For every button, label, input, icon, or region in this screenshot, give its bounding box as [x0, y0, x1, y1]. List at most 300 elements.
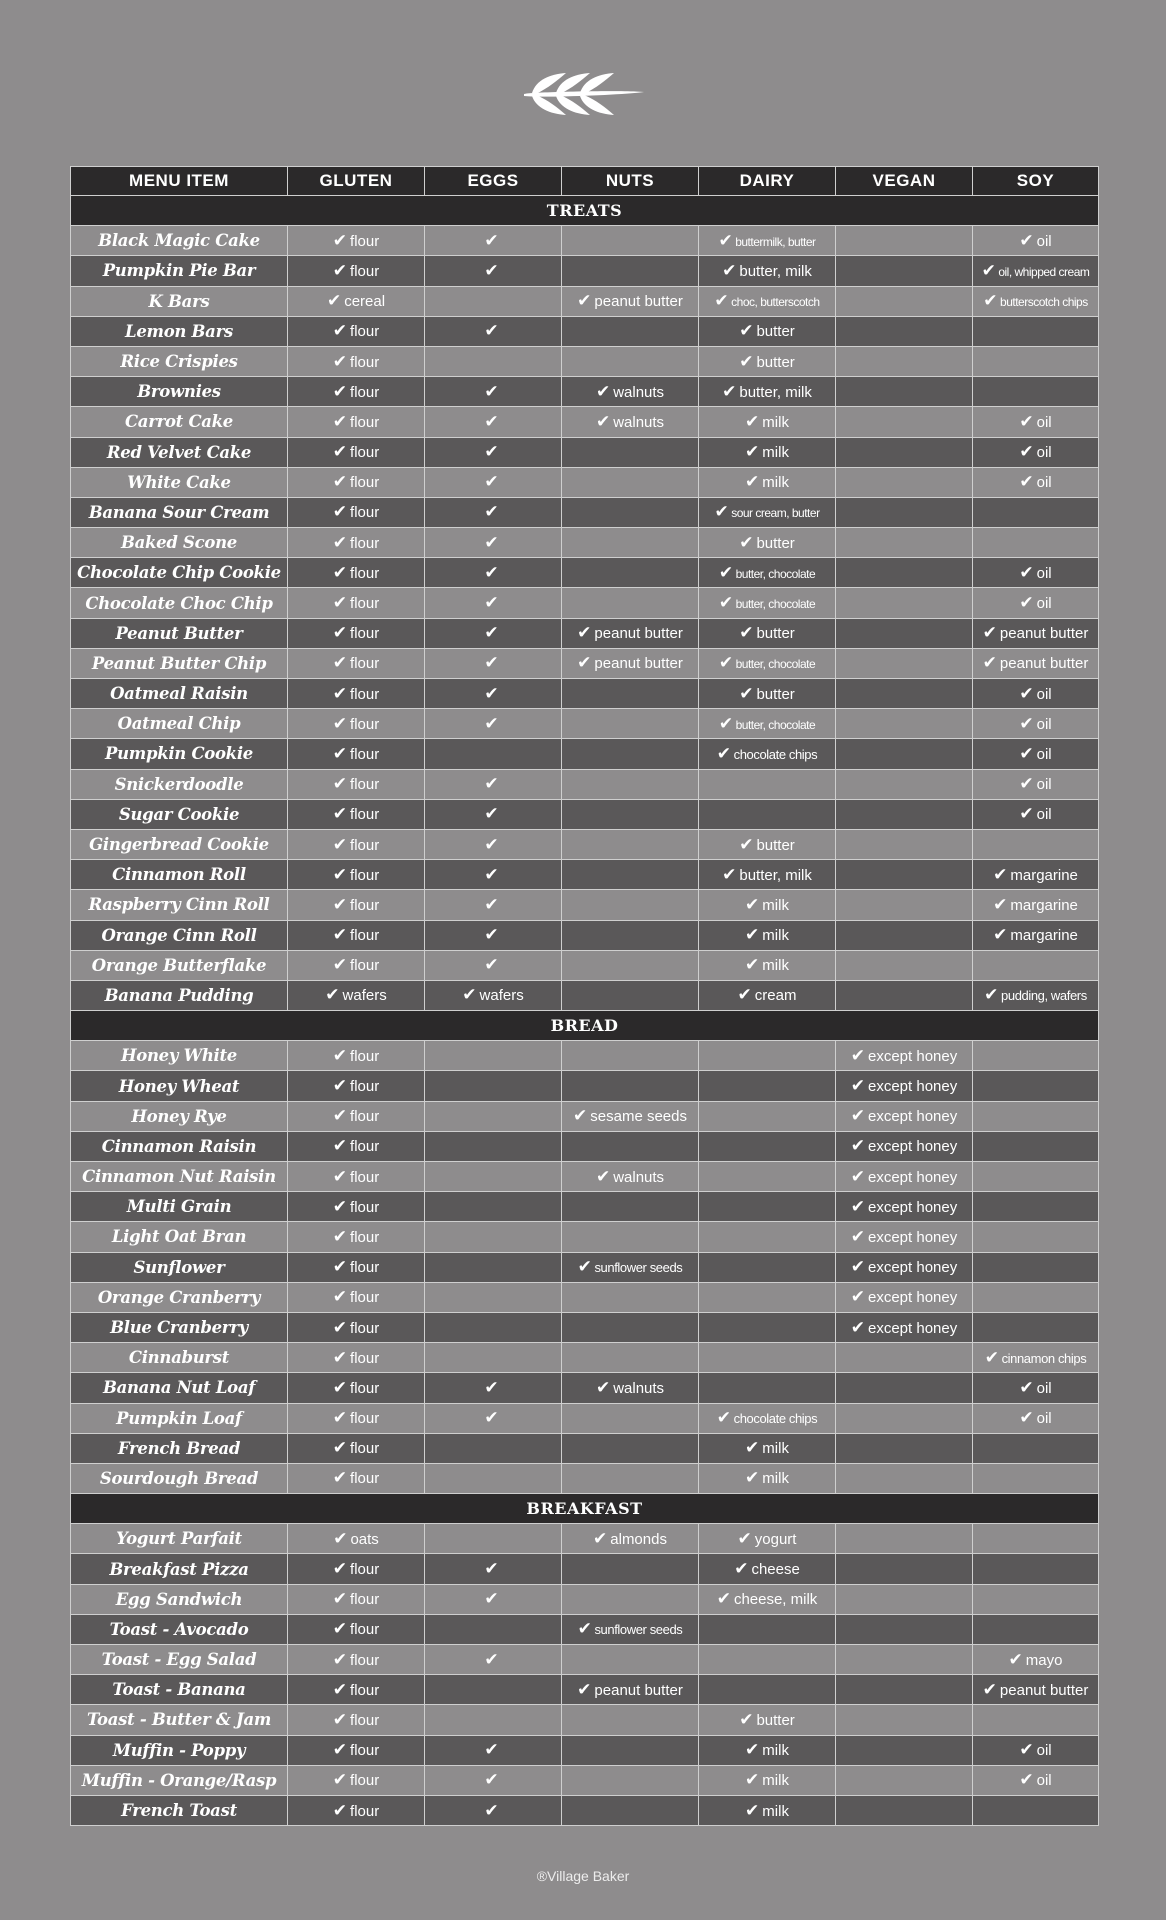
- cell-text: except honey: [868, 1259, 958, 1277]
- cell-eggs: [425, 256, 562, 286]
- checkmark-icon: ✔: [850, 1166, 865, 1186]
- cell-text: cheese, milk: [733, 1591, 818, 1609]
- cell-dairy: [699, 799, 836, 829]
- checkmark-icon: ✔: [484, 472, 499, 492]
- cell-gluten: [288, 1252, 425, 1282]
- cell-soy: [973, 1614, 1099, 1644]
- cell-eggs: [425, 437, 562, 467]
- cell-text: margarine: [1010, 866, 1078, 884]
- table-row: [71, 709, 1099, 739]
- checkmark-icon: ✔: [718, 593, 733, 613]
- cell-nuts: [562, 1312, 699, 1342]
- cell-eggs: [425, 1735, 562, 1765]
- checkmark-icon: ✔: [332, 1468, 348, 1488]
- cell-text: sunflower seeds: [594, 1622, 683, 1638]
- menu-item-name: Banana Sour Cream: [71, 497, 288, 527]
- checkmark-icon: ✔: [1019, 774, 1034, 794]
- checkmark-icon: ✔: [332, 683, 348, 703]
- checkmark-icon: ✔: [484, 1559, 499, 1579]
- checkmark-icon: ✔: [745, 925, 760, 945]
- cell-text: except honey: [868, 1138, 958, 1156]
- checkmark-icon: ✔: [332, 1589, 348, 1609]
- cell-vegan: [836, 709, 973, 739]
- cell-gluten: [288, 980, 425, 1010]
- menu-item-name: Multi Grain: [71, 1192, 288, 1222]
- checkmark-icon: ✔: [1019, 804, 1034, 824]
- table-row: [71, 437, 1099, 467]
- cell-eggs: [425, 1373, 562, 1403]
- table-row: [71, 528, 1099, 558]
- cell-gluten: [288, 1765, 425, 1795]
- checkmark-icon: ✔: [332, 1136, 348, 1156]
- menu-item-name: Toast - Banana: [71, 1675, 288, 1705]
- cell-vegan: [836, 467, 973, 497]
- cell-nuts: [562, 346, 699, 376]
- cell-text: flour: [350, 232, 380, 250]
- menu-item-name: Honey Wheat: [71, 1071, 288, 1101]
- cell-text: flour: [350, 745, 380, 763]
- checkmark-icon: ✔: [484, 834, 499, 854]
- cell-gluten: [288, 1162, 425, 1192]
- checkmark-icon: ✔: [332, 230, 348, 250]
- cell-text: flour: [350, 1470, 380, 1488]
- cell-vegan: [836, 648, 973, 678]
- menu-item-name: Pumpkin Pie Bar: [71, 256, 288, 286]
- cell-dairy: [699, 467, 836, 497]
- cell-nuts: [562, 1705, 699, 1735]
- cell-dairy: [699, 980, 836, 1010]
- cell-soy: [973, 648, 1099, 678]
- cell-text: oil: [1036, 444, 1052, 462]
- cell-text: flour: [350, 866, 380, 884]
- checkmark-icon: ✔: [850, 1257, 865, 1277]
- menu-item-name: Black Magic Cake: [71, 226, 288, 256]
- cell-vegan: [836, 769, 973, 799]
- cell-gluten: [288, 1343, 425, 1373]
- checkmark-icon: ✔: [722, 381, 737, 401]
- cell-soy: [973, 437, 1099, 467]
- checkmark-icon: ✔: [484, 653, 499, 673]
- cell-text: oil: [1036, 776, 1052, 794]
- cell-text: flour: [350, 625, 380, 643]
- cell-dairy: [699, 377, 836, 407]
- cell-vegan: [836, 950, 973, 980]
- checkmark-icon: ✔: [716, 1589, 731, 1609]
- table-row: [71, 1433, 1099, 1463]
- cell-dairy: [699, 1343, 836, 1373]
- wheat-icon: [522, 70, 644, 116]
- checkmark-icon: ✔: [332, 502, 348, 522]
- cell-nuts: [562, 588, 699, 618]
- checkmark-icon: ✔: [993, 925, 1008, 945]
- checkmark-icon: ✔: [595, 1377, 611, 1397]
- menu-item-name: White Cake: [71, 467, 288, 497]
- cell-text: oil: [1036, 745, 1052, 763]
- table-row: [71, 1373, 1099, 1403]
- cell-dairy: [699, 1162, 836, 1192]
- cell-nuts: [562, 1765, 699, 1795]
- cell-text: milk: [762, 413, 789, 431]
- column-header-eggs: EGGS: [425, 167, 562, 196]
- cell-nuts: [562, 1524, 699, 1554]
- cell-dairy: [699, 558, 836, 588]
- menu-item-name: Breakfast Pizza: [71, 1554, 288, 1584]
- menu-item-name: Orange Cinn Roll: [71, 920, 288, 950]
- cell-vegan: [836, 1071, 973, 1101]
- cell-vegan: [836, 1373, 973, 1403]
- cell-text: walnuts: [613, 383, 665, 401]
- checkmark-icon: ✔: [577, 1257, 592, 1277]
- cell-nuts: [562, 1192, 699, 1222]
- checkmark-icon: ✔: [332, 713, 348, 733]
- cell-soy: [973, 709, 1099, 739]
- cell-gluten: [288, 860, 425, 890]
- checkmark-icon: ✔: [332, 321, 348, 341]
- cell-nuts: [562, 980, 699, 1010]
- cell-vegan: [836, 226, 973, 256]
- cell-dairy: [699, 1101, 836, 1131]
- cell-soy: [973, 1645, 1099, 1675]
- cell-text: except honey: [868, 1168, 958, 1186]
- cell-nuts: [562, 1403, 699, 1433]
- menu-item-name: Brownies: [71, 377, 288, 407]
- cell-gluten: [288, 1735, 425, 1765]
- cell-vegan: [836, 1554, 973, 1584]
- checkmark-icon: ✔: [737, 1528, 752, 1548]
- cell-eggs: [425, 407, 562, 437]
- cell-text: cereal: [344, 293, 386, 311]
- table-row: [71, 618, 1099, 648]
- cell-eggs: [425, 618, 562, 648]
- cell-nuts: [562, 1101, 699, 1131]
- checkmark-icon: ✔: [332, 1347, 348, 1367]
- cell-dairy: [699, 256, 836, 286]
- cell-nuts: [562, 1433, 699, 1463]
- cell-vegan: [836, 437, 973, 467]
- table-row: [71, 1192, 1099, 1222]
- cell-text: margarine: [1010, 927, 1078, 945]
- checkmark-icon: ✔: [332, 804, 348, 824]
- cell-dairy: [699, 226, 836, 256]
- cell-eggs: [425, 1312, 562, 1342]
- menu-item-name: Raspberry Cinn Roll: [71, 890, 288, 920]
- cell-vegan: [836, 920, 973, 950]
- checkmark-icon: ✔: [745, 1468, 760, 1488]
- cell-nuts: [562, 1343, 699, 1373]
- table-row: [71, 316, 1099, 346]
- checkmark-icon: ✔: [332, 1438, 348, 1458]
- menu-item-name: Honey Rye: [71, 1101, 288, 1131]
- checkmark-icon: ✔: [1019, 1740, 1034, 1760]
- checkmark-icon: ✔: [484, 442, 499, 462]
- checkmark-icon: ✔: [982, 1679, 997, 1699]
- checkmark-icon: ✔: [332, 562, 348, 582]
- cell-nuts: [562, 769, 699, 799]
- checkmark-icon: ✔: [1019, 683, 1034, 703]
- menu-item-name: Cinnamon Raisin: [71, 1131, 288, 1161]
- cell-nuts: [562, 1131, 699, 1161]
- cell-text: flour: [350, 323, 380, 341]
- checkmark-icon: ✔: [718, 713, 733, 733]
- checkmark-icon: ✔: [484, 1800, 499, 1820]
- cell-nuts: [562, 1162, 699, 1192]
- cell-dairy: [699, 829, 836, 859]
- checkmark-icon: ✔: [332, 1076, 348, 1096]
- cell-soy: [973, 1795, 1099, 1825]
- cell-nuts: [562, 467, 699, 497]
- cell-eggs: [425, 497, 562, 527]
- cell-nuts: [562, 1584, 699, 1614]
- checkmark-icon: ✔: [484, 502, 499, 522]
- cell-text: butter, milk: [739, 866, 812, 884]
- menu-item-name: Toast - Egg Salad: [71, 1645, 288, 1675]
- cell-text: walnuts: [613, 1379, 665, 1397]
- cell-dairy: [699, 1403, 836, 1433]
- cell-dairy: [699, 528, 836, 558]
- table-row: [71, 950, 1099, 980]
- cell-text: butter, milk: [739, 383, 812, 401]
- cell-eggs: [425, 739, 562, 769]
- checkmark-icon: ✔: [1019, 230, 1034, 250]
- cell-text: flour: [350, 504, 380, 522]
- cell-vegan: [836, 1614, 973, 1644]
- checkmark-icon: ✔: [332, 1679, 348, 1699]
- cell-text: butter: [756, 625, 795, 643]
- cell-dairy: [699, 709, 836, 739]
- cell-soy: [973, 890, 1099, 920]
- section-header-bread: [71, 1011, 1099, 1041]
- checkmark-icon: ✔: [332, 1408, 348, 1428]
- cell-text: flour: [350, 383, 380, 401]
- cell-soy: [973, 558, 1099, 588]
- cell-gluten: [288, 1705, 425, 1735]
- cell-dairy: [699, 1554, 836, 1584]
- checkmark-icon: ✔: [332, 1106, 348, 1126]
- cell-soy: [973, 497, 1099, 527]
- cell-text: sour cream, butter: [731, 506, 820, 521]
- cell-text: butter: [756, 685, 795, 703]
- checkmark-icon: ✔: [982, 623, 997, 643]
- table-row: [71, 407, 1099, 437]
- checkmark-icon: ✔: [332, 472, 348, 492]
- checkmark-icon: ✔: [577, 1679, 592, 1699]
- cell-nuts: [562, 1373, 699, 1403]
- table-row: [71, 890, 1099, 920]
- cell-gluten: [288, 679, 425, 709]
- cell-eggs: [425, 1765, 562, 1795]
- cell-eggs: [425, 1071, 562, 1101]
- checkmark-icon: ✔: [332, 1287, 348, 1307]
- cell-text: flour: [350, 685, 380, 703]
- cell-eggs: [425, 558, 562, 588]
- cell-gluten: [288, 1282, 425, 1312]
- cell-text: peanut butter: [594, 655, 683, 673]
- cell-gluten: [288, 497, 425, 527]
- cell-nuts: [562, 437, 699, 467]
- table-row: [71, 588, 1099, 618]
- cell-nuts: [562, 739, 699, 769]
- checkmark-icon: ✔: [1019, 411, 1034, 431]
- cell-text: oil: [1036, 1742, 1052, 1760]
- cell-vegan: [836, 1705, 973, 1735]
- cell-eggs: [425, 1584, 562, 1614]
- cell-dairy: [699, 588, 836, 618]
- cell-text: sesame seeds: [590, 1108, 687, 1126]
- menu-item-name: Blue Cranberry: [71, 1312, 288, 1342]
- menu-item-name: Orange Butterflake: [71, 950, 288, 980]
- checkmark-icon: ✔: [332, 1740, 348, 1760]
- cell-soy: [973, 256, 1099, 286]
- cell-text: flour: [350, 1319, 380, 1337]
- cell-vegan: [836, 1524, 973, 1554]
- cell-eggs: [425, 1403, 562, 1433]
- cell-gluten: [288, 226, 425, 256]
- checkmark-icon: ✔: [722, 864, 737, 884]
- cell-dairy: [699, 286, 836, 316]
- menu-item-name: K Bars: [71, 286, 288, 316]
- table-row: [71, 1524, 1099, 1554]
- cell-text: flour: [350, 262, 380, 280]
- checkmark-icon: ✔: [484, 593, 499, 613]
- cell-eggs: [425, 648, 562, 678]
- cell-text: butter: [756, 353, 795, 371]
- cell-text: wafers: [479, 987, 524, 1005]
- column-header-gluten: GLUTEN: [288, 167, 425, 196]
- checkmark-icon: ✔: [1019, 472, 1034, 492]
- checkmark-icon: ✔: [745, 955, 760, 975]
- cell-vegan: [836, 799, 973, 829]
- table-row: [71, 1765, 1099, 1795]
- table-row: [71, 377, 1099, 407]
- cell-soy: [973, 1071, 1099, 1101]
- cell-text: peanut butter: [594, 1681, 683, 1699]
- checkmark-icon: ✔: [332, 260, 348, 280]
- cell-text: flour: [350, 1379, 380, 1397]
- checkmark-icon: ✔: [718, 562, 733, 582]
- cell-dairy: [699, 1131, 836, 1161]
- cell-gluten: [288, 1373, 425, 1403]
- checkmark-icon: ✔: [332, 1649, 348, 1669]
- cell-nuts: [562, 558, 699, 588]
- menu-item-name: Chocolate Chip Cookie: [71, 558, 288, 588]
- checkmark-icon: ✔: [484, 683, 499, 703]
- cell-vegan: [836, 1162, 973, 1192]
- cell-eggs: [425, 1675, 562, 1705]
- cell-text: cheese: [751, 1561, 800, 1579]
- checkmark-icon: ✔: [745, 1740, 760, 1760]
- cell-gluten: [288, 1554, 425, 1584]
- checkmark-icon: ✔: [325, 985, 340, 1005]
- cell-text: butter: [756, 836, 795, 854]
- cell-dairy: [699, 1282, 836, 1312]
- menu-item-name: Cinnamon Roll: [71, 860, 288, 890]
- cell-vegan: [836, 497, 973, 527]
- cell-gluten: [288, 346, 425, 376]
- cell-soy: [973, 1162, 1099, 1192]
- checkmark-icon: ✔: [484, 894, 499, 914]
- cell-gluten: [288, 1192, 425, 1222]
- checkmark-icon: ✔: [1019, 713, 1034, 733]
- menu-item-name: Sunflower: [71, 1252, 288, 1282]
- cell-soy: [973, 860, 1099, 890]
- cell-text: oil: [1036, 806, 1052, 824]
- cell-text: butter, chocolate: [735, 597, 816, 612]
- cell-nuts: [562, 860, 699, 890]
- cell-text: sunflower seeds: [594, 1260, 683, 1276]
- cell-gluten: [288, 1463, 425, 1493]
- cell-text: butter, chocolate: [735, 657, 816, 672]
- table-row: [71, 1735, 1099, 1765]
- menu-item-name: Rice Crispies: [71, 346, 288, 376]
- table-row: [71, 558, 1099, 588]
- cell-text: except honey: [868, 1228, 958, 1246]
- cell-soy: [973, 920, 1099, 950]
- checkmark-icon: ✔: [332, 864, 348, 884]
- cell-text: flour: [350, 1772, 380, 1790]
- checkmark-icon: ✔: [332, 1317, 348, 1337]
- cell-dairy: [699, 1735, 836, 1765]
- table-row: [71, 739, 1099, 769]
- checkmark-icon: ✔: [332, 1377, 348, 1397]
- cell-text: wafers: [342, 987, 387, 1005]
- checkmark-icon: ✔: [850, 1045, 865, 1065]
- cell-text: oil: [1036, 564, 1052, 582]
- cell-vegan: [836, 679, 973, 709]
- cell-vegan: [836, 1584, 973, 1614]
- cell-gluten: [288, 920, 425, 950]
- cell-nuts: [562, 226, 699, 256]
- column-header-soy: SOY: [973, 167, 1099, 196]
- cell-text: flour: [350, 1591, 380, 1609]
- checkmark-icon: ✔: [484, 1589, 499, 1609]
- checkmark-icon: ✔: [1019, 593, 1034, 613]
- checkmark-icon: ✔: [332, 834, 348, 854]
- checkmark-icon: ✔: [714, 291, 729, 311]
- cell-text: almonds: [610, 1530, 667, 1548]
- checkmark-icon: ✔: [462, 985, 477, 1005]
- cell-dairy: [699, 1584, 836, 1614]
- checkmark-icon: ✔: [332, 623, 348, 643]
- cell-soy: [973, 1101, 1099, 1131]
- checkmark-icon: ✔: [484, 1770, 499, 1790]
- cell-soy: [973, 1584, 1099, 1614]
- checkmark-icon: ✔: [745, 1438, 760, 1458]
- checkmark-icon: ✔: [332, 1166, 348, 1186]
- checkmark-icon: ✔: [484, 260, 499, 280]
- cell-gluten: [288, 1071, 425, 1101]
- cell-dairy: [699, 1312, 836, 1342]
- cell-eggs: [425, 346, 562, 376]
- cell-nuts: [562, 1795, 699, 1825]
- checkmark-icon: ✔: [745, 1800, 760, 1820]
- cell-text: milk: [762, 896, 789, 914]
- checkmark-icon: ✔: [332, 381, 348, 401]
- checkmark-icon: ✔: [1019, 442, 1034, 462]
- checkmark-icon: ✔: [332, 894, 348, 914]
- cell-text: milk: [762, 1802, 789, 1820]
- menu-item-name: Carrot Cake: [71, 407, 288, 437]
- cell-dairy: [699, 407, 836, 437]
- checkmark-icon: ✔: [993, 894, 1008, 914]
- cell-gluten: [288, 1222, 425, 1252]
- cell-vegan: [836, 1765, 973, 1795]
- cell-nuts: [562, 1041, 699, 1071]
- section-title: TREATS: [71, 196, 1099, 226]
- column-header-menu-item: MENU ITEM: [71, 167, 288, 196]
- checkmark-icon: ✔: [737, 985, 752, 1005]
- cell-text: oats: [350, 1530, 379, 1548]
- cell-gluten: [288, 1675, 425, 1705]
